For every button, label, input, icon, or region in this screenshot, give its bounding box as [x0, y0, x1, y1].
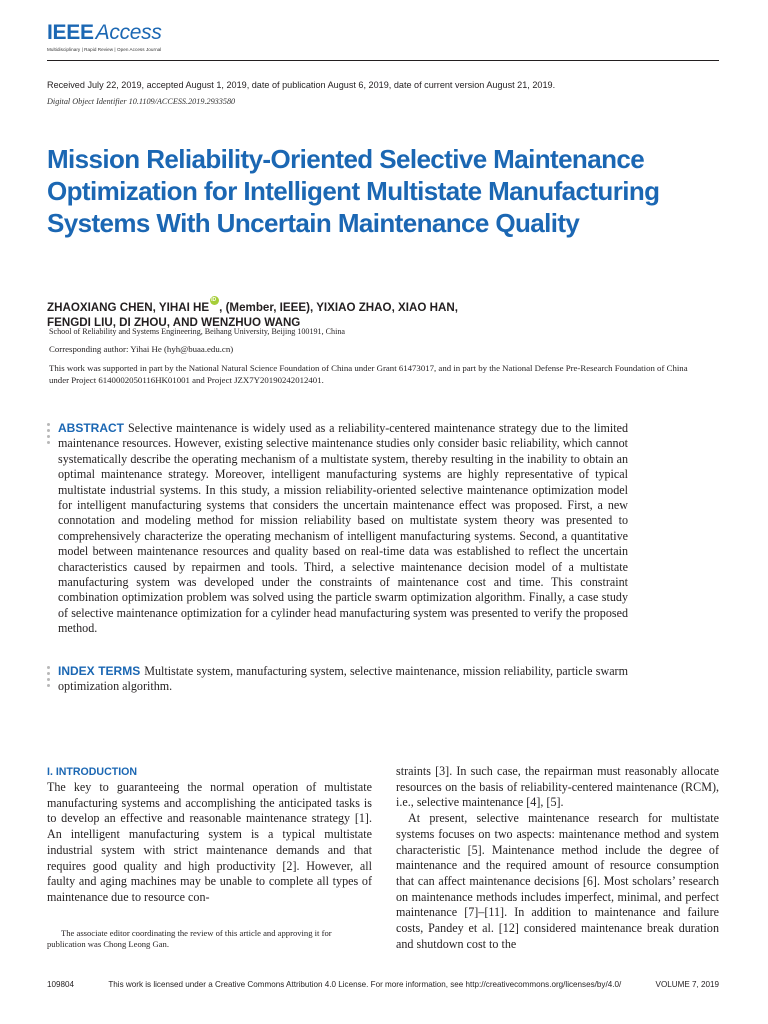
authors-line2: FENGDI LIU, DI ZHOU, AND WENZHUO WANG: [47, 316, 301, 329]
affiliation: School of Reliability and Systems Engineering, Beihang University, Beijing 100191, China: [49, 327, 345, 336]
doi-line: Digital Object Identifier 10.1109/ACCESS.2019.2933580: [47, 97, 236, 106]
orcid-icon[interactable]: [210, 296, 219, 305]
index-terms: [58, 664, 628, 695]
abstract-heading: ABSTRACT: [58, 421, 124, 435]
intro-paragraph-2: At present, selective maintenance research for multistate systems focuses on two aspects: maintenance method and system characteristic [5]. Maintenance method include the degree of maintenance and the required amount of resource consumption that can affect maintenance decisions [6]. Most scholars’ research on maintenance methods includes imperfect, minimal, and perfect maintenance [7]–[11]. In addition to maintenance and failure costs, Pandey et al. [12] considered maintenance break duration and shutdown cost to the: [396, 811, 719, 951]
intro-paragraph-1-cont: straints [3]. In such case, the repairman must reasonably allocate resources on the basis of reliability-centered maintenance (RCM), i.e., selective maintenance [4], [5].: [396, 764, 719, 810]
journal-tagline: Multidisciplinary | Rapid Review | Open Access Journal: [47, 47, 162, 52]
authors-part2: , (Member, IEEE), YIXIAO ZHAO, XIAO HAN,: [219, 301, 458, 314]
publication-dates: Received July 22, 2019, accepted August 1, 2019, date of publication August 6, 2019, date of current version August 21, 2019.: [47, 80, 556, 90]
logo-access: Access: [95, 21, 162, 44]
license-notice: This work is licensed under a Creative Commons Attribution 4.0 License. For more information, see http://creativecommons.org/licenses/by/4.0/: [108, 980, 622, 989]
abstract: [58, 421, 628, 637]
volume-label: VOLUME 7, 2019: [655, 980, 719, 989]
index-terms-text: Multistate system, manufacturing system, selective maintenance, mission reliability, particle swarm optimization algorithm.: [58, 664, 628, 694]
index-terms-heading: INDEX TERMS: [58, 664, 141, 678]
paper-title: Mission Reliability-Oriented Selective Maintenance Optimization for Intelligent Multistate Manufacturing Systems With Uncertain Maintenance Quality: [47, 144, 660, 238]
journal-logo: [47, 22, 162, 52]
intro-paragraph-1: The key to guaranteeing the normal operation of multistate manufacturing systems and accomplishing the anticipated tasks is to develop an effective and reasonable maintenance strategy [1]. An intelligent manufacturing system is a typical multistate industrial system with strict maintenance demands and that requires good quality and high productivity [2]. However, all faulty and aging machines may be unable to complete all types of maintenance due to resource con-: [47, 780, 372, 904]
header-rule: [47, 60, 719, 61]
page-footer: [47, 980, 719, 989]
logo-ieee: IEEE: [47, 21, 94, 44]
logo-wordmark: [47, 22, 162, 44]
right-column: [396, 764, 719, 952]
authors-part1: ZHAOXIANG CHEN, YIHAI HE: [47, 301, 210, 314]
left-column: [47, 764, 372, 906]
funding-statement: This work was supported in part by the National Natural Science Foundation of China under Grant 61473017, and in part by the National Defense Pre-Research Foundation of China under Project 6140002050116HK01001 and Project JZX7Y20190242012401.: [49, 363, 688, 385]
abstract-dots-icon: [47, 423, 51, 444]
section-heading-introduction: I. INTRODUCTION: [47, 766, 138, 778]
corresponding-author: Corresponding author: Yihai He (hyh@buaa.edu.cn): [49, 344, 234, 354]
author-list: [47, 296, 707, 330]
page-number: 109804: [47, 980, 75, 989]
abstract-text: Selective maintenance is widely used as a reliability-centered maintenance strategy due to the limited maintenance resources. However, existing selective maintenance studies only consider basic reliability, which cannot systematically describe the operating mechanism of a multistate system, thereby resulting in the inability to obtain an optimal maintenance strategy. Moreover, intelligent manufacturing systems are highly representative of typical multistate industrial systems. In this study, a mission reliability-oriented selective maintenance optimization model for intelligent manufacturing systems that considers the uncertain maintenance effect was proposed. First, a new connotation and modeling method for mission reliability based on multistate system theory was presented to comprehensively characterize the operating mechanism of intelligent manufacturing systems. Second, a quantitative model between maintenance resources and quality based on real-time data was established to reflect the uncertain characteristics caused by repairmen and tools. Third, a selective maintenance decision model of a multistate manufacturing system was developed under the constraints of maintenance cost and time. This constraint combination optimization problem was solved using the particle swarm optimization algorithm. Finally, a case study of selective maintenance optimization for a cylinder head manufacturing system was presented to verify the proposed method.: [58, 421, 628, 636]
editor-footnote: The associate editor coordinating the review of this article and approving it for publication was Chong Leong Gan.: [47, 928, 332, 949]
index-terms-dots-icon: [47, 666, 51, 687]
